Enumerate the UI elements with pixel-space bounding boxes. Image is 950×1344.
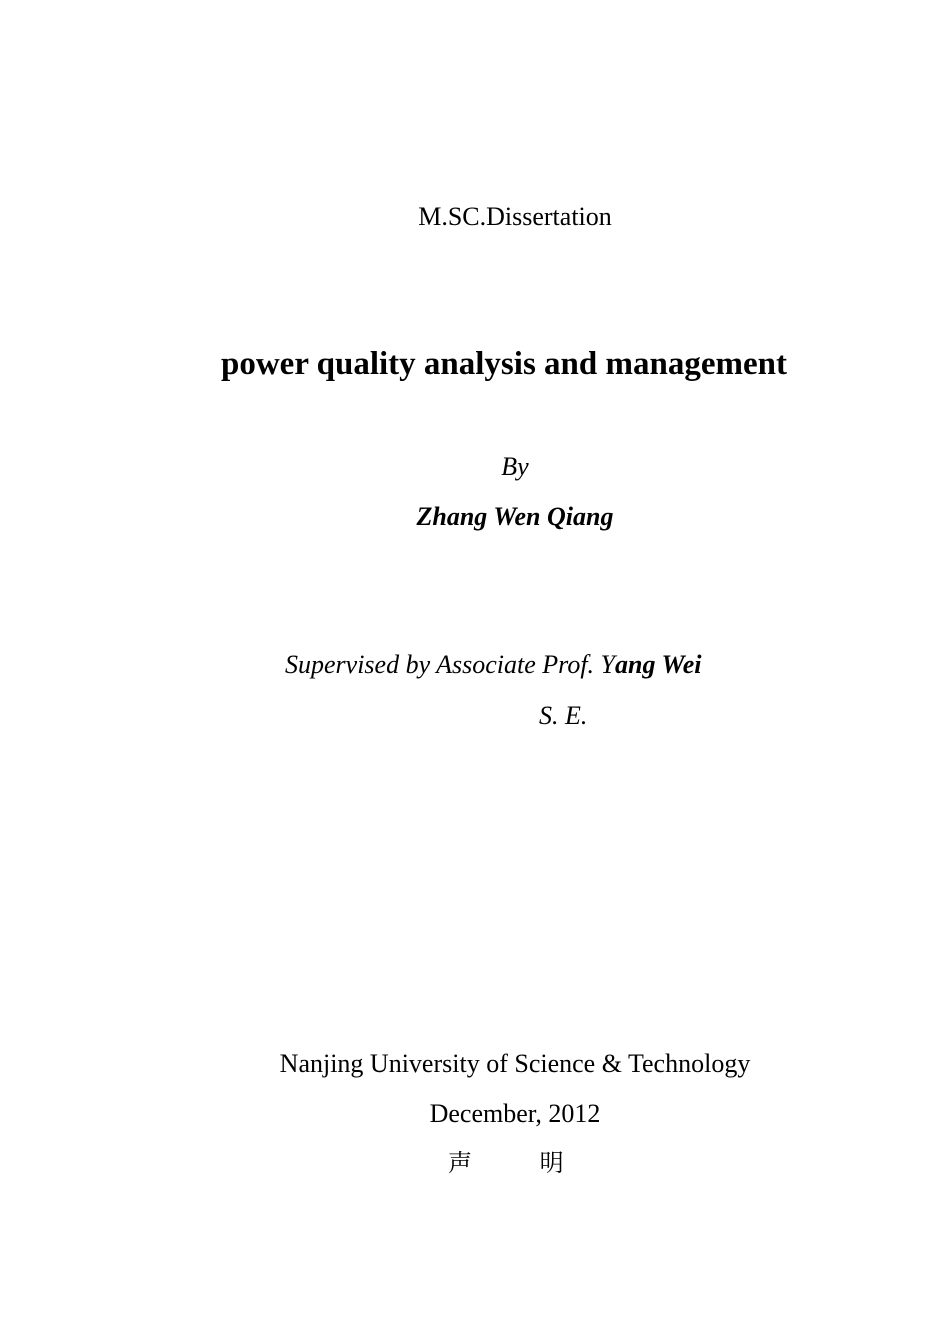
supervisor-name: ang Wei <box>615 650 702 679</box>
supervisor-line <box>285 652 701 678</box>
university-name: Nanjing University of Science & Technology <box>279 1049 751 1078</box>
supervisor-prefix: Supervised by Associate Prof. Y <box>285 650 616 679</box>
author-name: Zhang Wen Qiang <box>416 502 614 531</box>
supervisor-degree: S. E. <box>539 701 588 730</box>
submission-date: December, 2012 <box>429 1099 601 1128</box>
degree-label: M.SC.Dissertation <box>418 202 612 231</box>
thesis-title: power quality analysis and management <box>221 346 787 382</box>
declaration-heading: 声 明 <box>448 1149 594 1177</box>
by-label: By <box>501 452 529 481</box>
